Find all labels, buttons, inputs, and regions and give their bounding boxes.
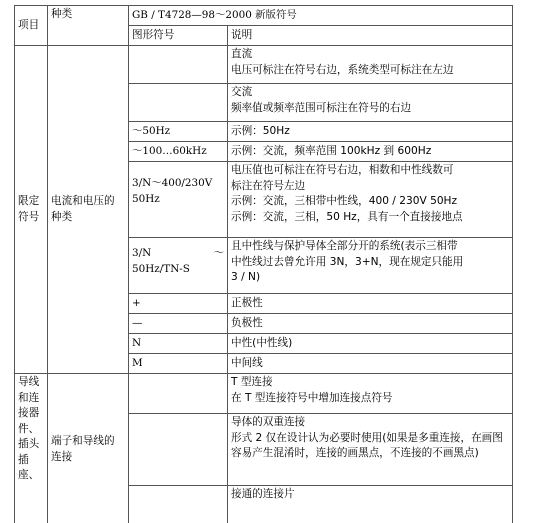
header-row [15,6,513,26]
symbol-cell: ～50Hz [129,122,228,142]
table-row [15,374,513,414]
symbol-cell [129,84,228,122]
description-cell: 示例：交流，频率范围 100kHz 到 600Hz [228,142,513,162]
symbol-cell: — [129,314,228,334]
description-cell: 电压值也可标注在符号右边，相数和中性线数可 标注在符号左边 示例：交流，三相带中性线，400 / 230V 50Hz 示例：交流，三相，50 Hz，具有一个直接接地点 [228,162,513,238]
symbol-cell: + [129,294,228,314]
symbol-cell [129,486,228,523]
symbol-table [14,5,513,523]
symbol-cell: 3/N～400/230V 50Hz [129,162,228,238]
description-cell: 示例：50Hz [228,122,513,142]
symbol-cell [129,414,228,486]
symbol-cell: ～100…60kHz [129,142,228,162]
description-cell: 负极性 [228,314,513,334]
group-kind-terminals: 端子和导线的连接 [48,374,129,523]
header-graphic-symbol: 图形符号 [129,26,228,46]
description-cell: 且中性线与保护导体全部分开的系统(表示三相带 中性线过去曾允许用 3N，3+N，现在规定只能用 3 / N) [228,238,513,294]
description-cell: 中间线 [228,354,513,374]
description-cell: 直流 电压可标注在符号右边，系统类型可标注在左边 [228,46,513,84]
group-item-qualifier: 限定符号 [15,46,48,374]
description-cell: 导体的双重连接 形式 2 仅在设计认为必要时使用(如果是多重连接，在画图容易产生混淆时，连接的画黑点，不连接的不画黑点) [228,414,513,486]
group-kind-current-voltage: 电流和电压的种类 [48,46,129,374]
header-description: 说明 [228,26,513,46]
symbol-cell: N [129,334,228,354]
description-cell: 中性(中性线) [228,334,513,354]
header-item: 项目 [15,6,48,46]
description-cell: 正极性 [228,294,513,314]
symbol-cell [129,46,228,84]
symbol-cell: 3/N ～ 50Hz/TN-S [129,238,228,294]
table-row [15,46,513,84]
group-item-conductors: 导线和连接器件、插头插座、 [15,374,48,523]
description-cell: 接通的连接片 [228,486,513,523]
symbol-cell [129,374,228,414]
header-kind: 种类 [48,6,129,46]
description-cell: T 型连接 在 T 型连接符号中增加连接点符号 [228,374,513,414]
symbol-cell: M [129,354,228,374]
header-standard: GB / T4728—98～2000 新版符号 [129,6,513,26]
description-cell: 交流 频率值或频率范围可标注在符号的右边 [228,84,513,122]
